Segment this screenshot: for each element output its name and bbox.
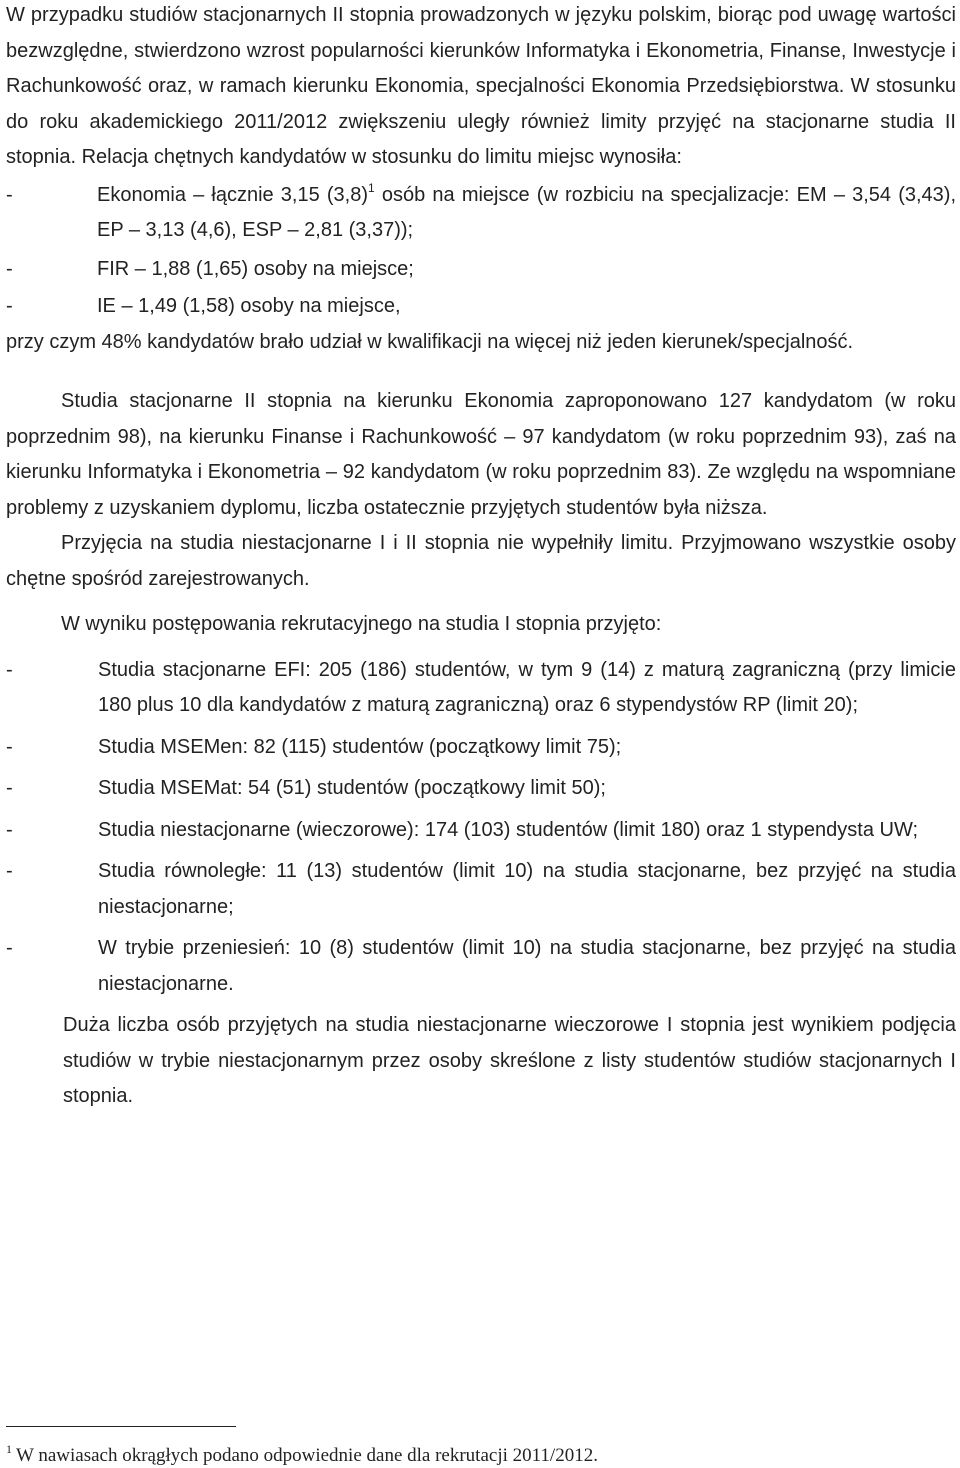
- list-dash: -: [6, 937, 13, 959]
- paragraph-intro: W przypadku studiów stacjonarnych II stopnia prowadzonych w języku polskim, biorąc pod uwagę wartości bezwzględne, stwierdzono wzrost popularności kierunków Informatyka i Ekonometria, Finanse, Inwestycje i Rachunkowość oraz, w ramach kierunku Ekonomia, specjalności Ekonomia Przedsiębiorstwa. W stosunku do roku akademickiego 2011/2012 zwiększeniu uległy również limity przyjęć na stacjonarne studia II stopnia. Relacja chętnych kandydatów w stosunku do limitu miejsc wynosiła:: [6, 4, 956, 168]
- list-item: [6, 771, 956, 807]
- list-item-text: Ekonomia – łącznie 3,15 (3,8): [97, 183, 369, 206]
- list-item: [6, 931, 956, 1002]
- list-item: [6, 730, 956, 766]
- list-dash: -: [6, 295, 13, 317]
- list-dash: -: [6, 658, 13, 681]
- list-item: [6, 252, 956, 288]
- list-dash: -: [6, 818, 13, 841]
- list-dash: -: [6, 183, 13, 206]
- list-dash: -: [6, 735, 13, 758]
- list-item: [6, 289, 956, 325]
- list-item-text-continued: osób na miejsce (w rozbiciu na specjalizacje: EM – 3,54 (3,43), EP – 3,13 (4,6), ESP – 2,81 (3,37));: [97, 183, 957, 241]
- footnote-divider: [6, 1426, 236, 1427]
- document-page: [6, 0, 956, 1115]
- list-item-text: Studia MSEMen: 82 (115) studentów (początkowy limit 75);: [98, 735, 622, 758]
- list-item-text: Studia niestacjonarne (wieczorowe): 174 (103) studentów (limit 180) oraz 1 stypendysta UW;: [98, 818, 919, 841]
- list-item: [6, 178, 956, 249]
- list-item-text: Studia MSEMat: 54 (51) studentów (początkowy limit 50);: [98, 777, 606, 799]
- list-item-text: Studia równoległe: 11 (13) studentów (limit 10) na studia stacjonarne, bez przyjęć na studia niestacjonarne;: [98, 860, 956, 918]
- admission-list: [6, 653, 956, 1003]
- paragraph-conclusion: Duża liczba osób przyjętych na studia niestacjonarne wieczorowe I stopnia jest wynikiem podjęcia studiów w trybie niestacjonarnym przez osoby skreślone z listy studentów studiów stacjonarnych I stopnia.: [63, 1014, 956, 1107]
- ratio-list: [6, 178, 956, 325]
- paragraph-second-degree: Studia stacjonarne II stopnia na kierunku Ekonomia zaproponowano 127 kandydatom (w roku poprzednim 98), na kierunku Finanse i Rachunkowość – 97 kandydatom (w roku poprzednim 93), zaś na kierunku Informatyka i Ekonometria – 92 kandydatom (w roku poprzednim 83). Ze względu na wspomniane problemy z uzyskaniem dyplomu, liczba ostatecznie przyjętych studentów była niższa.: [6, 390, 956, 519]
- footnote-mark: 1: [6, 1442, 12, 1456]
- footnote: [6, 1437, 598, 1468]
- paragraph-first-degree-intro: W wyniku postępowania rekrutacyjnego na studia I stopnia przyjęto:: [61, 613, 662, 635]
- list-item-text: IE – 1,49 (1,58) osoby na miejsce,: [97, 295, 401, 317]
- footnote-text: W nawiasach okrągłych podano odpowiednie dane dla rekrutacji 2011/2012.: [16, 1445, 598, 1466]
- list-dash: -: [6, 860, 13, 882]
- paragraph-part-time: Przyjęcia na studia niestacjonarne I i II stopnia nie wypełniły limitu. Przyjmowano wszystkie osoby chętne spośród zarejestrowanych.: [6, 532, 956, 590]
- list-item: [6, 854, 956, 925]
- list-dash: -: [6, 257, 13, 280]
- list-dash: -: [6, 777, 13, 799]
- list-item-text: Studia stacjonarne EFI: 205 (186) studentów, w tym 9 (14) z maturą zagraniczną (przy limicie 180 plus 10 dla kandydatów z maturą zagraniczną) oraz 6 stypendystów RP (limit 20);: [98, 658, 956, 716]
- footnote-reference: 1: [368, 180, 375, 195]
- list-item: [6, 813, 956, 849]
- list-item-text: W trybie przeniesień: 10 (8) studentów (limit 10) na studia stacjonarne, bez przyjęć na studia niestacjonarne.: [98, 937, 956, 995]
- list-item: [6, 653, 956, 724]
- paragraph-note: przy czym 48% kandydatów brało udział w kwalifikacji na więcej niż jeden kierunek/specjalność.: [6, 330, 854, 353]
- list-item-text: FIR – 1,88 (1,65) osoby na miejsce;: [97, 257, 414, 280]
